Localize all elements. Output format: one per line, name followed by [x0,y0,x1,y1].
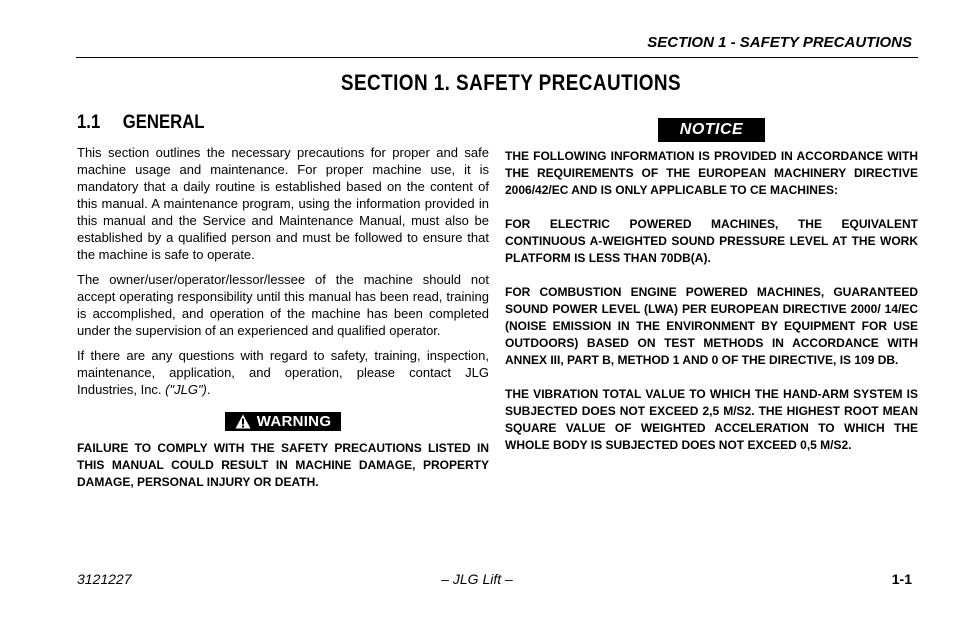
warning-label: WARNING [256,413,332,430]
running-header-title: SECTION 1 - SAFETY PRECAUTIONS [647,34,912,51]
contact-text: If there are any questions with regard to safety, training, inspection, maintenance, application, and operation, please contact JLG Industries, Inc. [77,348,489,397]
left-column [77,112,489,491]
notice-paragraph-2: FOR ELECTRIC POWERED MACHINES, THE EQUIVALENT CONTINUOUS A-WEIGHTED SOUND PRESSURE LEVEL AT THE WORK PLATFORM IS LESS THAN 70DB(A). [505,217,918,265]
jlg-abbreviation: ("JLG") [165,382,207,397]
notice-badge: NOTICE [658,118,765,142]
warning-triangle-icon [235,414,251,429]
contact-end: . [206,382,211,397]
notice-paragraph-4: THE VIBRATION TOTAL VALUE TO WHICH THE HAND-ARM SYSTEM IS SUBJECTED DOES NOT EXCEED 2,5 M/S2. THE HIGHEST ROOT MEAN SQUARE VALUE OF WEIGHTED ACCELERATION TO WHICH THE WHOLE BODY IS SUBJECTED DOES NOT EXCEED 0,5 M/S2. [505,387,918,452]
header-rule [76,57,918,58]
notice-paragraph-3: FOR COMBUSTION ENGINE POWERED MACHINES, GUARANTEED SOUND POWER LEVEL (LWA) PER EUROPEAN DIRECTIVE 2000/ 14/EC (NOISE EMISSION IN THE ENVIRONMENT BY EQUIPMENT FOR USE OUTDOORS) BASED ON TEST METHODS IN ACCORDANCE WITH ANNEX III, PART B, METHOD 1 AND 0 OF THE DIRECTIVE, IS 109 DB. [505,285,918,367]
notice-badge-row [505,118,918,142]
general-paragraph-1: This section outlines the necessary precautions for proper and safe machine usage and maintenance. For proper machine use, it is mandatory that a daily routine is established based on the content of this manual. A maintenance program, using the information provided in this manual and the Service and Maintenance Manual, must also be established by a qualified person and must be followed to ensure that the machine is safe to operate. [77,145,489,262]
footer-page-number: 1-1 [891,571,912,587]
subsection-number: 1.1 [77,112,101,133]
notice-paragraph-1: THE FOLLOWING INFORMATION IS PROVIDED IN ACCORDANCE WITH THE REQUIREMENTS OF THE EUROPEAN MACHINERY DIRECTIVE 2006/42/EC AND IS ONLY APPLICABLE TO CE MACHINES: [505,149,918,197]
general-paragraph-2: The owner/user/operator/lessor/lessee of the machine should not accept operating responsibility until this manual has been read, training is accomplished, and operation of the machine has been completed under the supervision of an experienced and qualified operator. [77,272,489,338]
subsection-title: GENERAL [122,112,205,133]
right-column [505,118,918,471]
warning-badge-row [77,412,489,434]
warning-badge [225,412,342,431]
warning-text: FAILURE TO COMPLY WITH THE SAFETY PRECAUTIONS LISTED IN THIS MANUAL COULD RESULT IN MACHINE DAMAGE, PROPERTY DAMAGE, PERSONAL INJURY OR DEATH. [77,441,489,489]
subsection-heading [77,112,440,134]
footer-doc-number: 3121227 [77,571,132,587]
footer-center-text: – JLG Lift – [441,571,513,587]
section-title: SECTION 1. SAFETY PRECAUTIONS [340,70,682,95]
general-paragraph-3 [77,347,489,398]
